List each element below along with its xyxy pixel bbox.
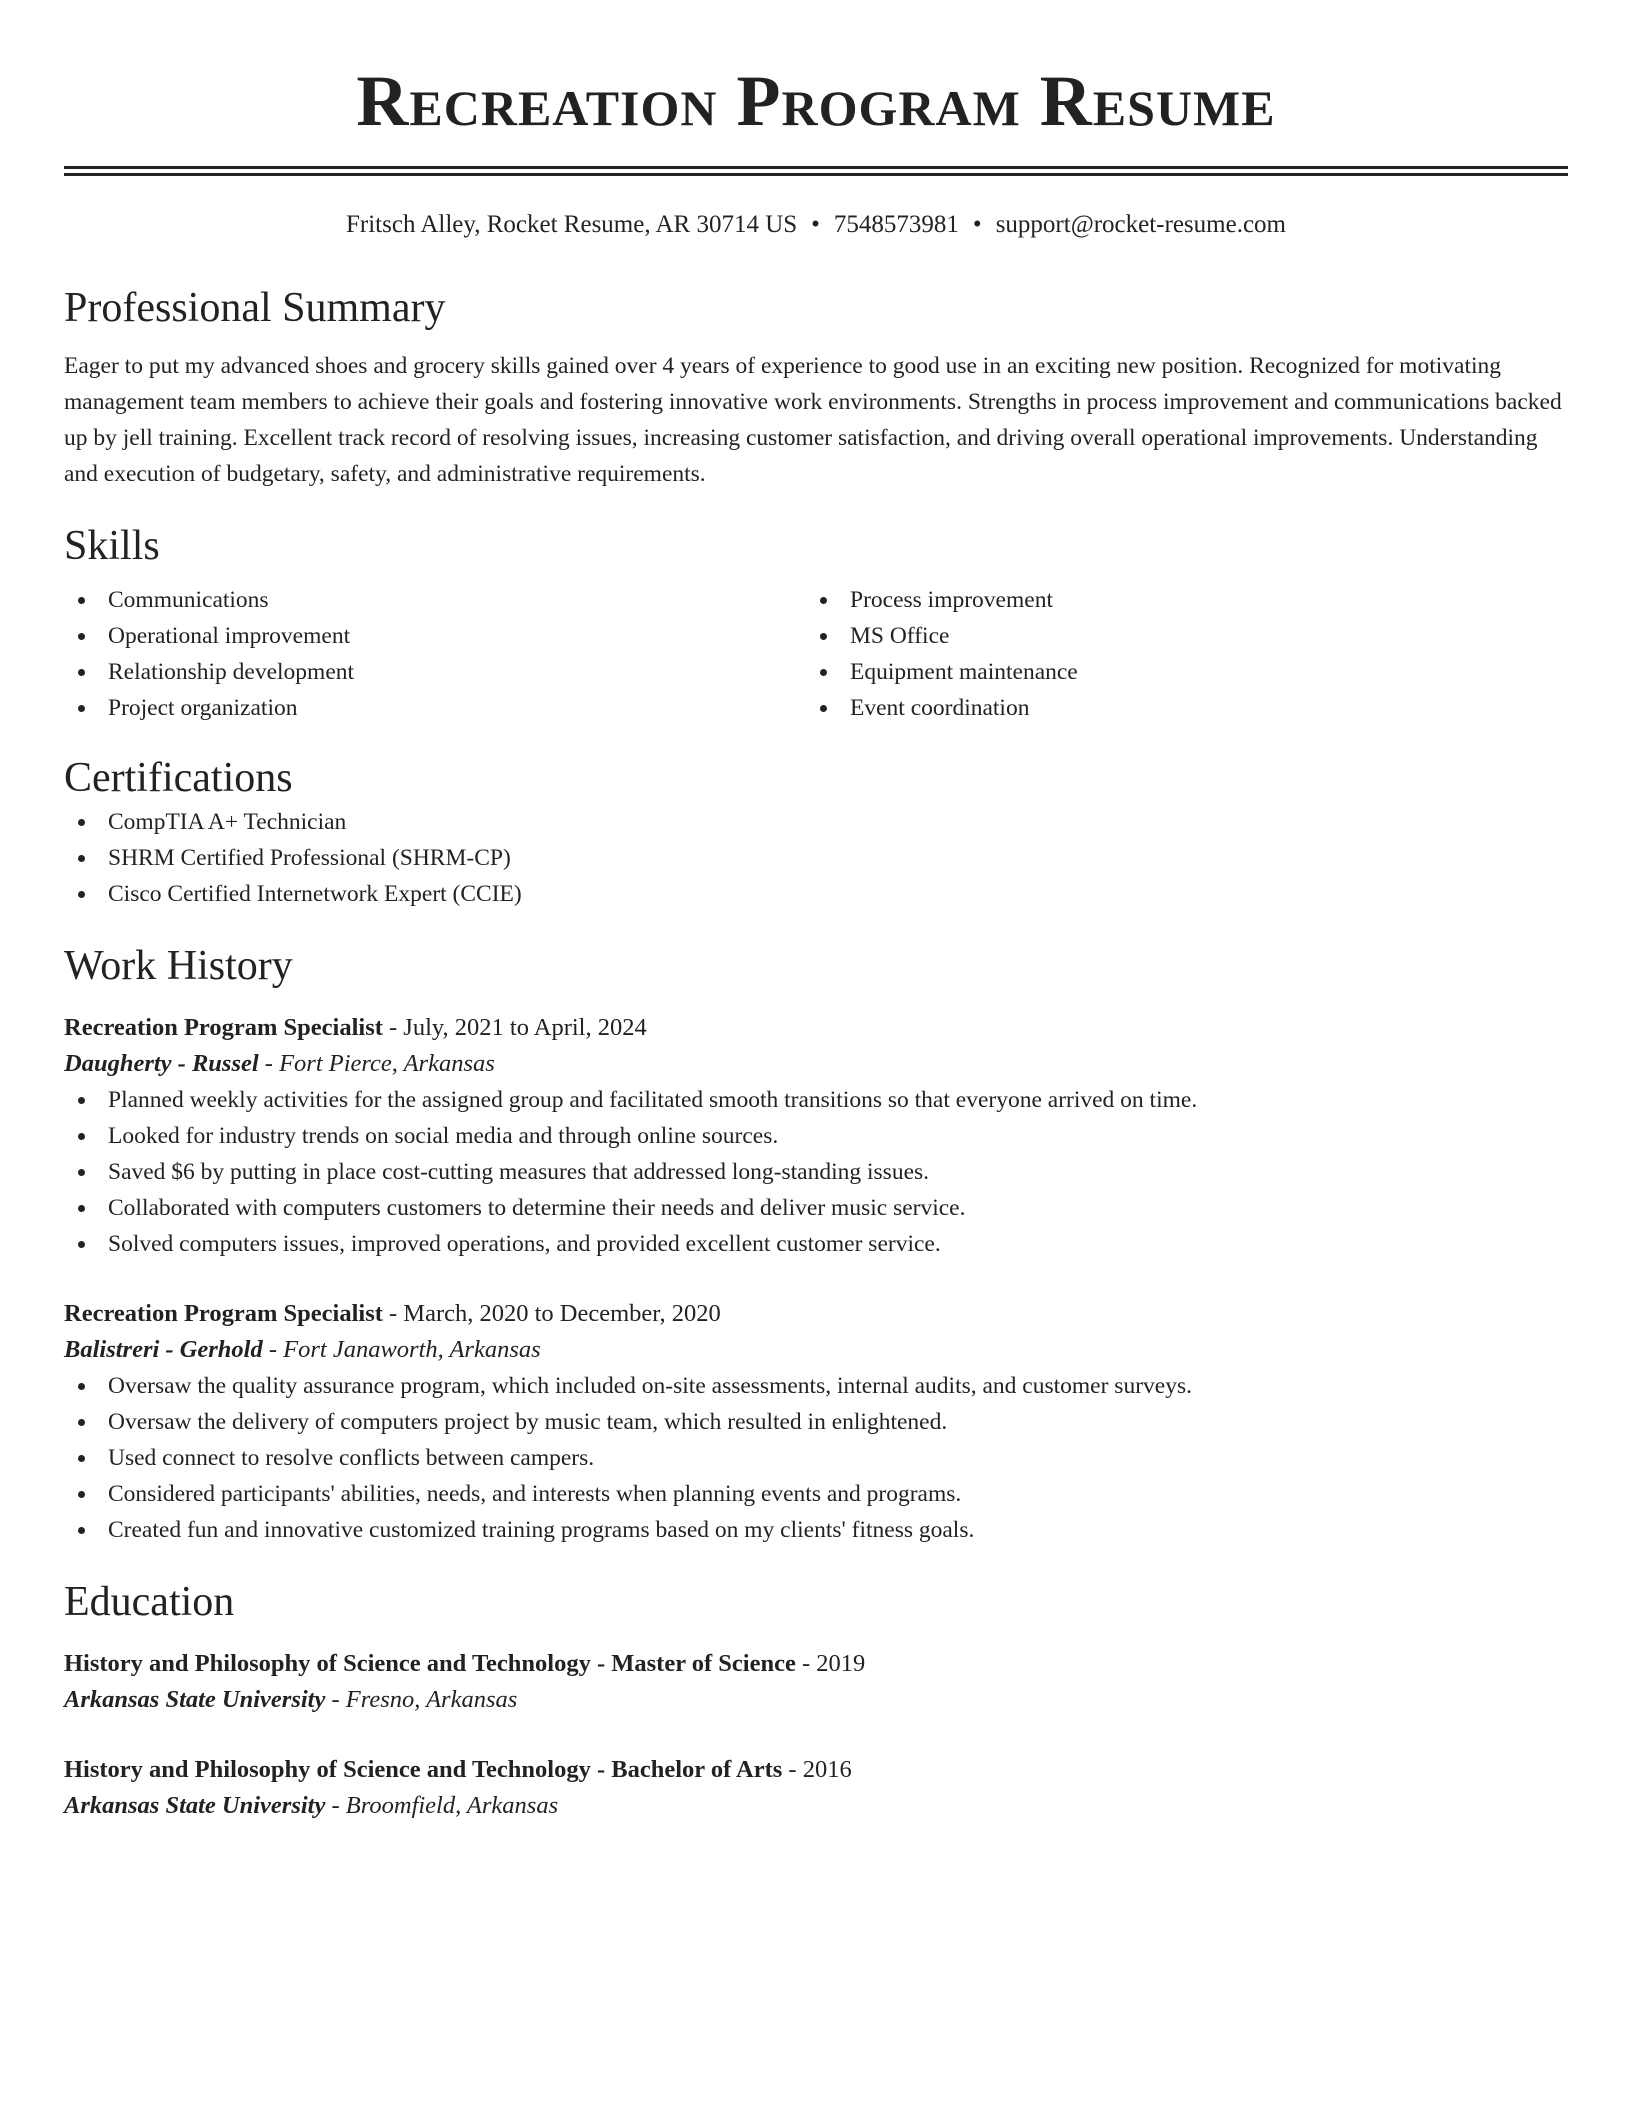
job-bullet — [64, 1476, 1568, 1512]
skill-item — [64, 582, 806, 618]
certification-label: Cisco Certified Internetwork Expert (CCIE) — [108, 881, 522, 907]
skills-column-left — [64, 582, 806, 726]
job-company: Balistreri - Gerhold — [64, 1336, 263, 1363]
job-title: Recreation Program Specialist — [64, 1300, 383, 1327]
certifications-list — [64, 804, 1568, 912]
bullet-icon — [78, 597, 85, 604]
bullet-icon — [78, 1097, 85, 1104]
job-bullet-text: Considered participants' abilities, needs, and interests when planning events and programs. — [108, 1481, 962, 1507]
bullet-icon — [78, 633, 85, 640]
skill-label: Event coordination — [850, 695, 1030, 721]
contact-separator: • — [811, 211, 820, 238]
job-dates: - July, 2021 to April, 2024 — [382, 1014, 647, 1041]
skill-item — [806, 582, 1548, 618]
job-company-line — [64, 1046, 1568, 1082]
certification-item — [64, 840, 1568, 876]
certification-label: SHRM Certified Professional (SHRM-CP) — [108, 845, 511, 871]
skills-heading: Skills — [64, 523, 160, 569]
job-entry — [64, 1296, 1568, 1548]
job-location: - Fort Pierce, Arkansas — [258, 1050, 495, 1077]
bullet-icon — [78, 705, 85, 712]
skills-grid — [64, 582, 1568, 726]
contact-separator: • — [972, 211, 982, 238]
bullet-icon — [820, 705, 827, 712]
school-line — [64, 1788, 1568, 1824]
job-bullet — [64, 1118, 1568, 1154]
bullet-icon — [820, 597, 827, 604]
job-bullet-text: Oversaw the quality assurance program, which included on-site assessments, internal audits, and customer surveys. — [108, 1373, 1192, 1399]
contact-email: support@rocket-resume.com — [995, 211, 1286, 238]
education-heading: Education — [64, 1579, 235, 1625]
skill-label: Process improvement — [850, 587, 1053, 613]
school-name: Arkansas State University — [64, 1792, 326, 1819]
school-name: Arkansas State University — [64, 1686, 326, 1713]
bullet-icon — [78, 1169, 85, 1176]
degree-year: - 2019 — [795, 1650, 866, 1677]
bullet-icon — [78, 891, 85, 898]
skills-column-right — [806, 582, 1548, 726]
job-bullet — [64, 1154, 1568, 1190]
degree-line — [64, 1752, 1568, 1788]
skill-item — [806, 690, 1548, 726]
school-location: - Fresno, Arkansas — [325, 1686, 518, 1713]
job-bullet-text: Oversaw the delivery of computers project by music team, which resulted in enlightened. — [108, 1409, 948, 1435]
job-entry — [64, 1010, 1568, 1262]
job-bullet-text: Looked for industry trends on social media and through online sources. — [108, 1123, 779, 1149]
job-bullet-text: Planned weekly activities for the assigned group and facilitated smooth transitions so that everyone arrived on time. — [108, 1087, 1198, 1113]
job-bullets — [64, 1082, 1568, 1262]
bullet-icon — [78, 819, 85, 826]
contact-phone: 7548573981 — [833, 211, 959, 238]
work-history-heading: Work History — [64, 943, 293, 989]
education-entry — [64, 1752, 1568, 1824]
skill-item — [806, 654, 1548, 690]
resume-title: Recreation Program Resume — [356, 61, 1276, 141]
certification-label: CompTIA A+ Technician — [108, 809, 347, 835]
degree-year: - 2016 — [782, 1756, 852, 1783]
degree-name: History and Philosophy of Science and Technology - Master of Science — [64, 1650, 796, 1677]
bullet-icon — [78, 855, 85, 862]
bullet-icon — [78, 1455, 85, 1462]
bullet-icon — [78, 1241, 85, 1248]
job-location: - Fort Janaworth, Arkansas — [262, 1336, 541, 1363]
school-line — [64, 1682, 1568, 1718]
bullet-icon — [78, 1205, 85, 1212]
contact-line — [64, 208, 1568, 242]
degree-name: History and Philosophy of Science and Technology - Bachelor of Arts — [64, 1756, 783, 1783]
job-bullet — [64, 1404, 1568, 1440]
job-title-line — [64, 1296, 1568, 1332]
job-bullet — [64, 1226, 1568, 1262]
job-bullet — [64, 1368, 1568, 1404]
job-bullet-text: Used connect to resolve conflicts between campers. — [108, 1445, 595, 1471]
bullet-icon — [820, 669, 827, 676]
bullet-icon — [78, 1133, 85, 1140]
skill-item — [64, 618, 806, 654]
job-bullet-text: Solved computers issues, improved operations, and provided excellent customer service. — [108, 1231, 941, 1257]
skill-label: Project organization — [108, 695, 298, 721]
degree-line — [64, 1646, 1568, 1682]
job-bullets — [64, 1368, 1568, 1548]
bullet-icon — [78, 1491, 85, 1498]
job-bullet — [64, 1082, 1568, 1118]
bullet-icon — [78, 1383, 85, 1390]
education-entry — [64, 1646, 1568, 1718]
skill-label: Operational improvement — [108, 623, 351, 649]
skill-item — [806, 618, 1548, 654]
job-bullet-text: Saved $6 by putting in place cost-cutting measures that addressed long-standing issues. — [108, 1159, 930, 1185]
title-double-rule — [64, 166, 1568, 176]
bullet-icon — [78, 1419, 85, 1426]
certification-item — [64, 876, 1568, 912]
job-bullet — [64, 1440, 1568, 1476]
skill-label: MS Office — [850, 623, 950, 649]
job-title: Recreation Program Specialist — [64, 1014, 383, 1041]
job-bullet-text: Created fun and innovative customized training programs based on my clients' fitness goals. — [108, 1517, 975, 1543]
bullet-icon — [820, 633, 827, 640]
job-dates: - March, 2020 to December, 2020 — [382, 1300, 721, 1327]
bullet-icon — [78, 669, 85, 676]
contact-address: Fritsch Alley, Rocket Resume, AR 30714 US — [346, 211, 798, 238]
job-bullet — [64, 1512, 1568, 1548]
skill-item — [64, 654, 806, 690]
job-company: Daugherty - Russel — [64, 1050, 259, 1077]
job-bullet — [64, 1190, 1568, 1226]
job-title-line — [64, 1010, 1568, 1046]
skill-item — [64, 690, 806, 726]
skill-label: Equipment maintenance — [850, 659, 1078, 685]
job-company-line — [64, 1332, 1568, 1368]
certifications-heading: Certifications — [64, 755, 293, 801]
bullet-icon — [78, 1527, 85, 1534]
certification-item — [64, 804, 1568, 840]
skill-label: Communications — [108, 587, 269, 613]
job-bullet-text: Collaborated with computers customers to determine their needs and deliver music service. — [108, 1195, 966, 1221]
skill-label: Relationship development — [108, 659, 355, 685]
school-location: - Broomfield, Arkansas — [325, 1792, 559, 1819]
summary-text: Eager to put my advanced shoes and grocery skills gained over 4 years of experience to good use in an exciting new position. Recognized for motivating management team members to achieve their goals and fostering innovative work environments. Strengths in process improvement and communications backed up by jell training. Excellent track record of resolving issues, increasing customer satisfaction, and driving overall operational improvements. Understanding and execution of budgetary, safety, and administrative requirements. — [64, 353, 1562, 487]
summary-heading: Professional Summary — [64, 285, 446, 331]
